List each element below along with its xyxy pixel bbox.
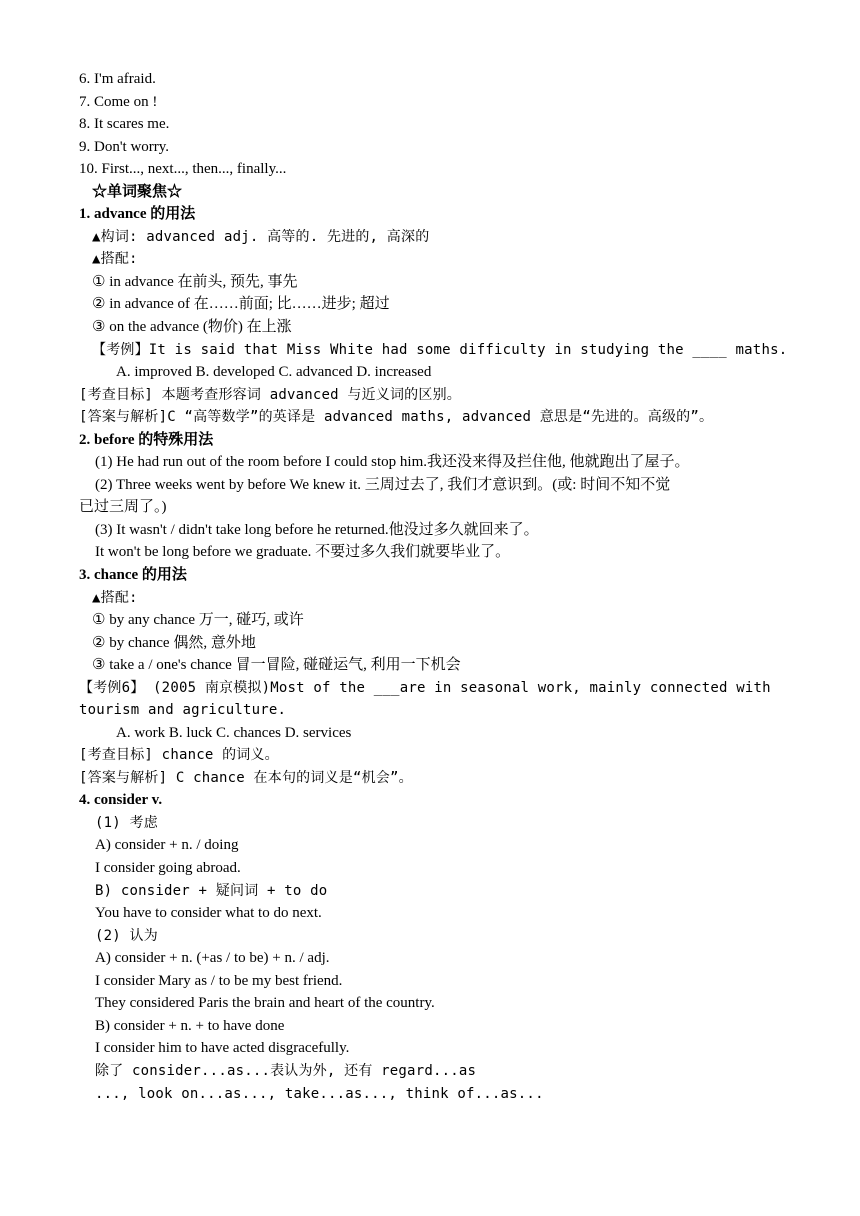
phrase-line: 6. I'm afraid. bbox=[79, 71, 156, 87]
text-line: I consider going abroad. bbox=[95, 860, 241, 876]
text-line: B) consider + 疑问词 + to do bbox=[95, 883, 328, 899]
text-line: [答案与解析] C chance 在本句的词义是“机会”。 bbox=[79, 770, 413, 786]
item-heading: 3. chance 的用法 bbox=[79, 567, 187, 583]
text-line: A) consider + n. (+as / to be) + n. / adj. bbox=[95, 950, 330, 966]
text-line: ..., look on...as..., take...as..., think of...as... bbox=[95, 1086, 544, 1102]
text-line: 已过三周了。) bbox=[79, 499, 167, 515]
text-line: [答案与解析]C “高等数学”的英译是 advanced maths, advanced 意思是“先进的。高级的”。 bbox=[79, 409, 714, 425]
text-line: A) consider + n. / doing bbox=[95, 837, 239, 853]
text-line: ① in advance 在前头, 预先, 事先 bbox=[92, 274, 298, 290]
text-line: I consider Mary as / to be my best friend. bbox=[95, 973, 343, 989]
item-heading: 2. before 的特殊用法 bbox=[79, 432, 214, 448]
text-line: ▲搭配: bbox=[92, 590, 138, 606]
example-question: tourism and agriculture. bbox=[79, 702, 287, 718]
text-line: It won't be long before we graduate. 不要过多久我们就要毕业了。 bbox=[95, 544, 511, 560]
text-line: ② by chance 偶然, 意外地 bbox=[92, 635, 256, 651]
text-line: (1) He had run out of the room before I could stop him.我还没来得及拦住他, 他就跑出了屋子。 bbox=[95, 454, 690, 470]
phrase-line: 7. Come on ! bbox=[79, 94, 158, 110]
text-line: ▲搭配: bbox=[92, 251, 138, 267]
text-line: ① by any chance 万一, 碰巧, 或许 bbox=[92, 612, 304, 628]
text-line: (3) It wasn't / didn't take long before he returned.他没过多久就回来了。 bbox=[95, 522, 539, 538]
example-question: 【考例6】 (2005 南京模拟)Most of the ___are in seasonal work, mainly connected with bbox=[79, 680, 771, 696]
example-options: A. improved B. developed C. advanced D. increased bbox=[116, 364, 432, 380]
item-heading: 4. consider v. bbox=[79, 792, 163, 808]
text-line: ▲构词: advanced adj. 高等的. 先进的, 高深的 bbox=[92, 229, 430, 245]
text-line: 除了 consider...as...表认为外, 还有 regard...as bbox=[95, 1063, 477, 1079]
text-line: (2) 认为 bbox=[95, 928, 158, 944]
text-line: (2) Three weeks went by before We knew it. 三周过去了, 我们才意识到。(或: 时间不知不觉 bbox=[95, 477, 671, 493]
text-line: B) consider + n. + to have done bbox=[95, 1018, 285, 1034]
text-line: They considered Paris the brain and heart of the country. bbox=[95, 995, 435, 1011]
phrase-line: 10. First..., next..., then..., finally... bbox=[79, 161, 287, 177]
text-line: ② in advance of 在……前面; 比……进步; 超过 bbox=[92, 296, 390, 312]
text-line: (1) 考虑 bbox=[95, 815, 158, 831]
text-line: ③ on the advance (物价) 在上涨 bbox=[92, 319, 292, 335]
text-line: [考查目标] 本题考查形容词 advanced 与近义词的区别。 bbox=[79, 387, 461, 403]
item-heading: 1. advance 的用法 bbox=[79, 206, 196, 222]
text-line: [考查目标] chance 的词义。 bbox=[79, 747, 279, 763]
section-heading: ☆单词聚焦☆ bbox=[92, 184, 183, 200]
phrase-line: 8. It scares me. bbox=[79, 116, 170, 132]
example-question: 【考例】It is said that Miss White had some difficulty in studying the ____ maths. bbox=[92, 342, 788, 358]
text-line: ③ take a / one's chance 冒一冒险, 碰碰运气, 利用一下机会 bbox=[92, 657, 461, 673]
text-line: You have to consider what to do next. bbox=[95, 905, 322, 921]
text-line: I consider him to have acted disgracefully. bbox=[95, 1040, 350, 1056]
phrase-line: 9. Don't worry. bbox=[79, 139, 170, 155]
example-options: A. work B. luck C. chances D. services bbox=[116, 725, 352, 741]
